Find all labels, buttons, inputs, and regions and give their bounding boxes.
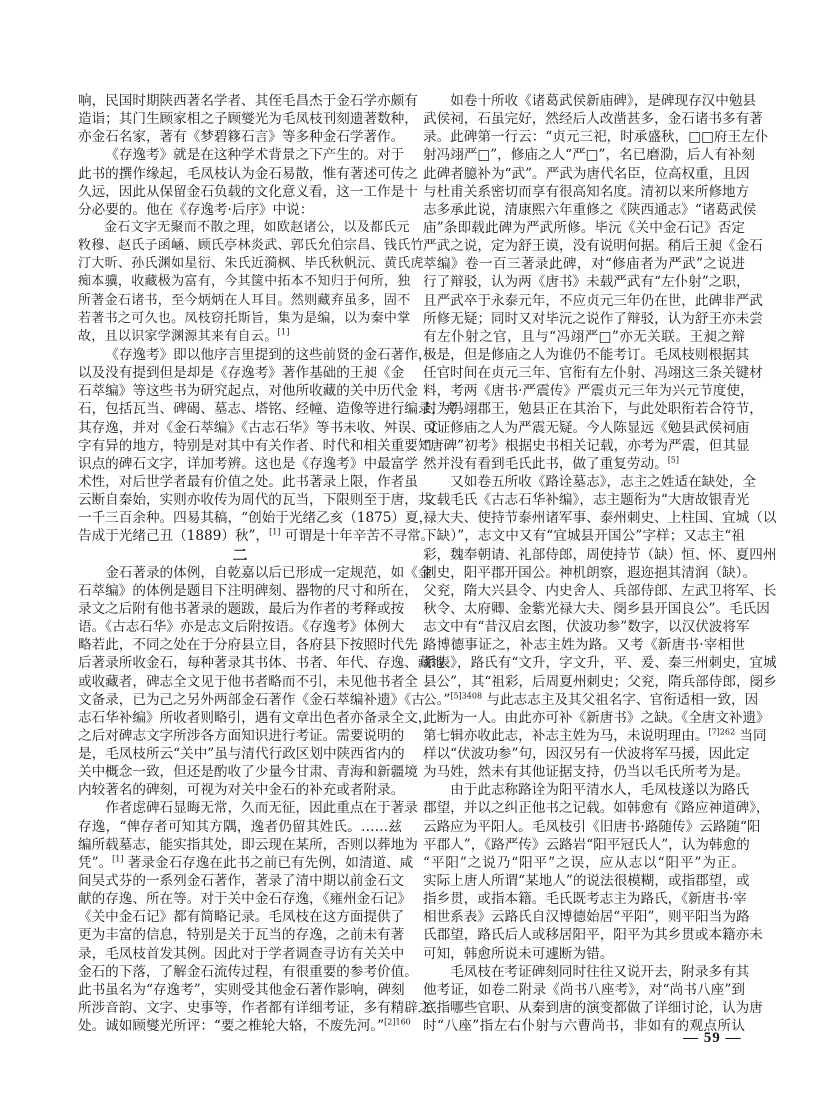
text-line: 《关中金石记》都有简略记录。毛凤枝在这方面提供了: [78, 909, 405, 926]
text-line: 样以“伏波功参”句，因汉另有一伏波将军马援，因此定: [423, 746, 750, 763]
text-line: “唐碑”初考》根据史书相关记载，亦考为严震，但其显: [423, 437, 750, 454]
text-line: 石萃编》的体例是题目下注明碑刻、器物的尺寸和所在，: [78, 582, 418, 599]
text-line: 告成于光绪己丑（1889）秋”，[1] 可谓是十年辛苦不寻常。: [78, 527, 435, 545]
text-line: 刺史，阳平郡开国公。神机朗察，遐迩挹其清润（缺）。: [423, 564, 757, 581]
text-line: 识点的碑石文字，详加考辨。这也是《存逸考》中最富学: [78, 455, 418, 472]
text-line: 毛凤枝在考证碑刻同时往往又说开去，附录多有其: [450, 963, 750, 980]
text-line: 平郡人”，《路严传》云路岩“阳平冠氏人”，认为韩愈的: [423, 836, 750, 853]
text-line: 如卷十所收《诸葛武侯新庙碑》，是碑现存汉中勉县: [450, 93, 757, 109]
text-line: 响，民国时期陕西著名学者、其侄毛昌杰于金石学亦颇有: [78, 93, 418, 109]
text-line: 郡望，并以之纠正他书之记载。如韩愈有《路应神道碑》，: [423, 800, 770, 817]
citation-mark: [2]160: [384, 1017, 411, 1027]
right-column: [423, 92, 777, 1035]
text-line: 作者虑碑石显晦无常，久而无征，因此重点在于著录: [105, 800, 418, 817]
text-line: 字有异的地方，特别是对其中有关作者、时代和相关重要知: [78, 437, 432, 454]
text-line: 编所载墓志，能实指其处，即云现在某所，否则以葬地为: [78, 836, 418, 853]
text-line: 或收藏者，碑志全文见于他书者略而不引，未见他书者全: [78, 673, 418, 690]
text-line: 下缺）”，志文中又有“宜城县开国公”字样；又志主“祖: [423, 528, 745, 545]
text-line: 是，毛凤枝所云“关中”虽与清代行政区划中陕西省内的: [78, 746, 405, 763]
citation-mark: [5]3408: [450, 691, 483, 701]
text-line: 石，包括瓦当、碑碣、墓志、塔铭、经幢、造像等进行编录，考: [78, 401, 459, 418]
text-line: 彩，魏奉朝请、礼部侍郎，周使持节（缺）恒、怀、夏四州: [423, 546, 777, 563]
text-line: 射冯翊严□”，修庙之人“严□”，名已磨泐，后人有补刻: [423, 147, 756, 164]
text-line: 此书虽名为“存逸考”，实则受其他金石著作影响，碑刻: [78, 981, 405, 998]
text-line: 有左仆射之官，且与“冯翊严□”亦无关联。王昶之辩: [423, 328, 745, 345]
text-line: 与杜甫关系密切而享有很高知名度。清初以来所修地方: [423, 183, 750, 200]
text-line: 料，考两《唐书·严震传》严震贞元三年为兴元节度使，: [423, 383, 754, 400]
quoted-text-line: 敉穆、赵氏子函崡、顾氏亭林炎武、郭氏允伯宗昌、钱氏竹: [78, 238, 424, 254]
text-line: 语。《古志石华》亦是志文后附按语。《存逸考》体例大: [78, 619, 405, 636]
quoted-text-line: 汀大昕、孙氏渊如星衍、朱氏近漪枫、毕氏秋帆沅、黄氏虎: [78, 256, 424, 272]
citation-mark: [1]: [112, 854, 124, 864]
text-line: 由于此志称路诠为阳平清水人，毛凤枝遂以为路氏: [450, 782, 750, 799]
text-line: 武侯祠，石虽完好，然经后人改凿甚多，金石诸书多有著: [423, 111, 763, 128]
text-line: 金石的下落，了解金石流传过程，有很重要的参考价值。: [78, 963, 418, 980]
section-heading: 二: [232, 545, 248, 564]
text-line: “平阳”之说乃“阳平”之误，应从志以“阳平”为正。: [423, 854, 745, 871]
text-line: 存逸，“俾存者可知其方隅，逸者仍留其姓氏。……兹: [78, 818, 402, 835]
text-line: 庙”条即载此碑为严武所修。毕沅《关中金石记》否定: [423, 219, 745, 236]
text-line: 他考证，如卷二附录《尚书八座考》，对“尚书八座”到: [423, 981, 745, 998]
text-line: 更为丰富的信息，特别是关于瓦当的存逸，之前未有著: [78, 927, 405, 944]
text-line: 录。此碑第一行云：“贞元三祀，时承盛秋，□□府王左仆: [423, 129, 769, 146]
text-line: 此断为一人。由此亦可补《新唐书》之缺。《全唐文补遗》: [423, 709, 770, 726]
text-line: 石萃编》等这些书为研究起点，对他所收藏的关中历代金: [78, 383, 418, 400]
text-line: 可证修庙之人为严震无疑。今人陈显远《勉县武侯祠庙: [423, 419, 750, 436]
text-line: 可知，韩愈所说未可遽断为错。: [423, 945, 614, 962]
text-line: 间吴式芬的一系列金石著作，著录了清中期以前金石文: [78, 873, 405, 890]
quoted-text-line: 痴本骥，收藏极为富有，今其箧中拓本不知归于何所，独: [78, 274, 411, 290]
text-line: 后著录所收金石，每种著录其书体、书者、年代、存逸、藏地: [78, 655, 446, 672]
text-line: 献的存逸、所在等。对于关中金石存逸，《雍州金石记》: [78, 891, 412, 908]
text-line: 久远，因此从保留金石负载的文化意义看，这一工作是十: [78, 183, 418, 200]
text-line: 以及没有提到但是却是《存逸考》著作基础的王昶《金: [78, 365, 405, 382]
text-line: 然并没有看到毛氏此书，做了重复劳动。[5]: [423, 455, 680, 472]
text-line: 指乡贯，或指本籍。毛氏既考志主为路氏，《新唐书·宰: [423, 891, 747, 908]
text-line: 志石华补编》所收者则略引，遇有文章出色者亦备录全文，: [78, 709, 432, 726]
text-line: 为马姓，然未有其他证据支持，仍当以毛氏所考为是。: [423, 764, 750, 781]
text-line: 志多承此说，清康熙六年重修之《陕西通志》“诸葛武侯: [423, 201, 757, 218]
text-line: 严武之说，定为舒王谟，没有说明何据。稍后王昶《金石: [423, 238, 763, 255]
citation-mark: [7]262: [708, 727, 736, 737]
text-line: 且严武卒于永泰元年，不应贞元三年仍在世，此碑非严武: [423, 292, 763, 309]
text-line: 系表》，路氏有“文升，字文升，平、爰、秦三州刺史，宜城: [423, 655, 777, 672]
text-line: 行了辩驳，认为两《唐书》未载严武有“左仆射”之职，: [423, 274, 750, 291]
text-line: 文备录，已为己之另外两部金石著作《金石萃编补遗》《古: [78, 691, 425, 708]
text-line: 县公”，其“祖彩，后周夏州刺史；父兖，隋兵部侍郎，阌乡: [423, 673, 777, 690]
text-line: 金石著录的体例，自乾嘉以后已形成一定规范，如《金: [105, 564, 432, 581]
text-line: 关中概念一致，但还是酌收了少量今甘肃、青海和新疆境: [78, 764, 418, 781]
text-line: 萃编》卷一百三著录此碑，对“修庙者为严武”之说进: [423, 256, 745, 273]
text-line: 公。”$^{[5]3408}$ 与此志志主及其父祖名字、官衔适相一致，因: [423, 691, 759, 708]
quoted-text-line: 金石文字无聚而不散之理，如欧赵诸公，以及都氏元: [104, 219, 410, 235]
text-line: 此书的撰作缘起，毛凤枝认为金石易散，惟有著述可传之: [78, 165, 418, 182]
text-line: 造诣；其门生顾家相之子顾燮光为毛凤枝刊刻遗著数种，: [78, 111, 418, 128]
text-line: 第七辑亦收此志，补志主姓为马，未说明理由。$^{[7]262}$ 当同: [423, 727, 767, 744]
text-line: 《存逸考》就是在这种学术背景之下产生的。对于: [105, 147, 405, 164]
text-line: 氏郡望，路氏后人或移居阳平，阳平为其乡贯或本籍亦未: [423, 927, 763, 944]
text-line: 录文之后附有他书著录的题跋，最后为作者的考释或按: [78, 600, 405, 617]
text-line: 底指哪些官职、从秦到唐的演变都做了详细讨论，认为唐: [423, 1000, 763, 1017]
text-line: 禄大夫、使持节泰州诸军事、泰州刺史、上柱国、宜城（以: [423, 510, 777, 527]
text-line: 实际上唐人所谓“某地人”的说法很模糊，或指郡望，或: [423, 873, 750, 890]
text-line: 时“八座”指左右仆射与六曹尚书，非如有的观点所认: [423, 1018, 745, 1035]
text-line: 内较著名的碑刻，可视为对关中金石的补充或者附录。: [78, 782, 405, 799]
text-line: 其存逸，并对《金石萃编》《古志石华》等书未收、舛误、文: [78, 419, 439, 436]
quoted-text-line: 所著金石诸书，至今炳炳在人耳目。然则藏弃虽多，固不: [78, 292, 411, 308]
text-line: 封为冯翊郡王，勉县正在其治下，与此处职衔若合符节，: [423, 401, 763, 418]
text-line: 父兖，隋大兴县令、内史舍人、兵部侍郎、左武卫将军、长: [423, 582, 777, 599]
text-line: 处。诚如顾燮光所评：“要之椎轮大辂，不废先河。”$^{[2]160}$: [78, 1017, 411, 1035]
text-line: 文载毛氏《古志石华补编》，志主题衔为“大唐故银青光: [423, 492, 750, 509]
text-line: 术性，对后世学者最有价值之处。此书著录上限，作者虽: [78, 473, 418, 490]
text-line: 极是，但是修庙之人为谁仍不能考订。毛凤枝则根据其: [423, 346, 750, 363]
text-line: 之后对碑志文字所涉各方面知识进行考证。需要说明的: [78, 727, 405, 744]
left-paragraphs-part2: [78, 564, 446, 1036]
text-line: 志文中有“昔汉启玄图，伏波功参”数字，以汉伏波将军: [423, 619, 750, 636]
citation-mark: [1]: [277, 327, 290, 337]
text-line: 所修无疑；同时又对毕沅之说作了辩驳，认为舒王亦未尝: [423, 310, 763, 327]
text-line: 相世系表》云路氏自汉博德始居“平阳”，则平阳当为路: [423, 909, 750, 926]
text-line: 云断自秦始，实则亦收传为周代的瓦当，下限则至于唐，共: [78, 492, 432, 509]
text-line: 此碑者臆补为“武”。严武为唐代名臣，位高权重，且因: [423, 165, 750, 182]
quoted-text-line: 故，且以识家学渊源其来有自云。[1]: [78, 327, 290, 344]
text-line: 分必要的。他在《存逸考·后序》中说：: [78, 201, 314, 218]
left-paragraphs-part1: [78, 92, 459, 546]
text-line: 路博德事证之，补志主姓为路。又考《新唐书·宰相世: [423, 637, 745, 654]
text-line: 略若此，不同之处在于分府县立目，各府县下按照时代先: [78, 637, 418, 654]
text-line: 任官时间在贞元三年、官衔有左仆射、冯翊这三条关键材: [423, 365, 763, 382]
citation-mark: [5]: [667, 455, 680, 465]
text-line: 所涉音韵、文字、史事等，作者都有详细考证，多有精辟之: [78, 1000, 432, 1017]
text-line: 凭”。[1] 著录金石存逸在此书之前已有先例，如清道、咸: [78, 854, 414, 871]
text-line: 云路应为平阳人。毛凤枝引《旧唐书·路随传》云路随“阳: [423, 818, 761, 835]
page-number: — 59 —: [683, 1030, 742, 1046]
text-line: 录，毛凤枝首发其例。因此对于学者调查寻访有关关中: [78, 945, 405, 962]
quoted-text-line: 若著书之可久也。凤枝窃托斯旨，集为是编，以为秦中掌: [78, 310, 411, 326]
text-line: 《存逸考》即以他序言里提到的这些前贤的金石著作，: [105, 346, 432, 363]
text-line: 秋令、太府卿、金紫光禄大夫、阌乡县开国良公”。毛氏因: [423, 600, 770, 617]
left-column: [78, 92, 459, 1035]
citation-mark: [1]: [269, 527, 281, 537]
text-line: 亦金石名家，著有《梦碧簃石言》等多种金石学著作。: [78, 129, 405, 146]
text-line: 又如卷五所收《路诠墓志》，志主之姓适在缺处，全: [450, 473, 757, 490]
text-line: 一千三百余种。四易其稿，“创始于光绪乙亥（1875）夏，: [78, 510, 433, 527]
